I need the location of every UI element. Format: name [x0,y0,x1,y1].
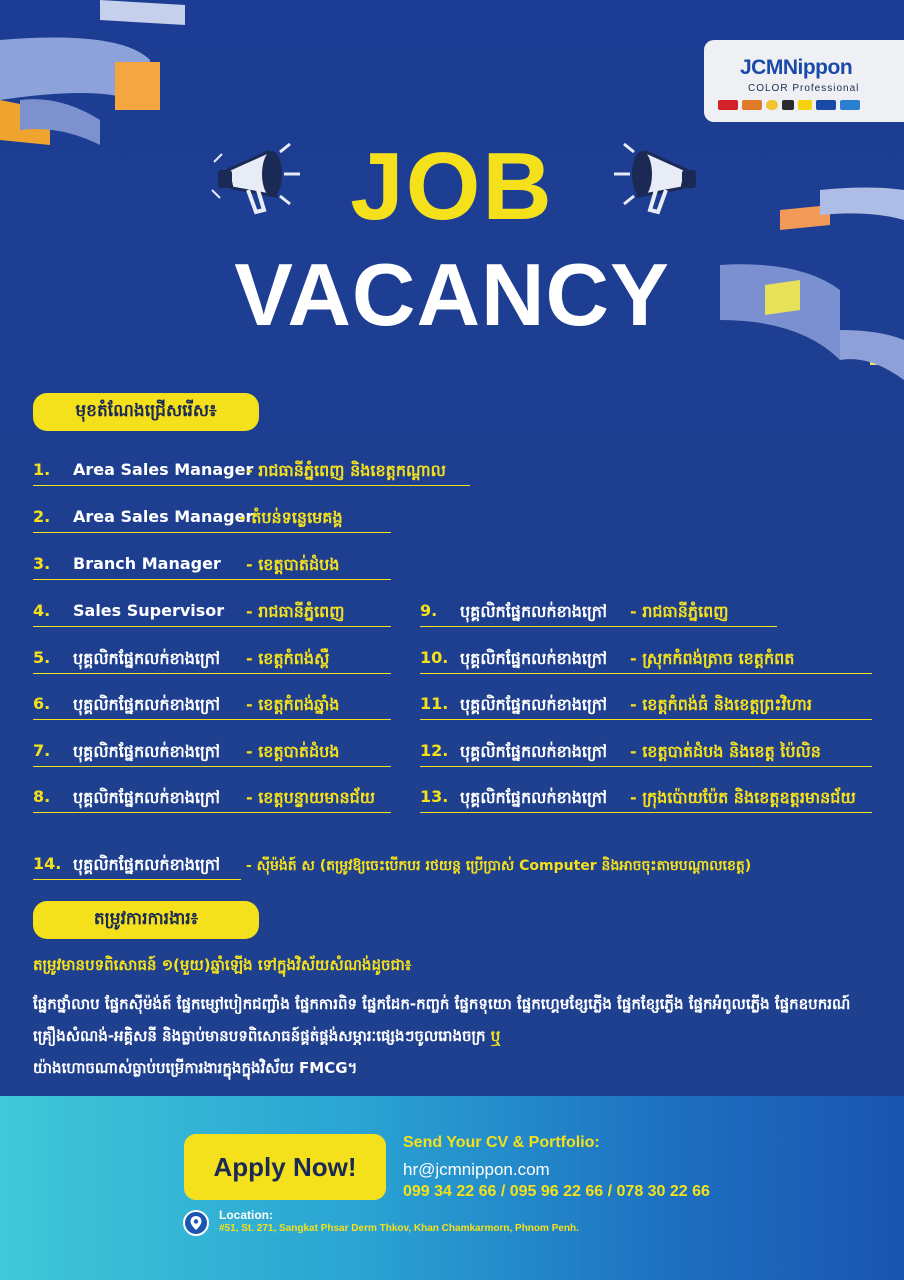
position-title: បុគ្គលិកផ្នែកលក់ខាងក្រៅ [73,855,220,874]
position-number: 14. [33,854,62,873]
selleys-logo [816,100,836,110]
nippon-paint-logo [718,100,738,110]
position-number: 3. [33,554,51,573]
position-number: 8. [33,787,51,806]
requirements-fmcg: យ៉ាងហោចណាស់ធ្លាប់បម្រើការងារក្នុងក្នុងវិស័យ FMCG។ [33,1059,358,1077]
position-row-11 [420,690,872,720]
position-row-12 [420,737,872,767]
position-location: - ស៊ីម៉ង់ត៍ ស (តម្រូវឱ្យចេះបើកបរ រថយន្ត ប្រើប្រាស់ Computer និងអាចចុះតាមបណ្តាលខេត្ត) [246,858,752,874]
position-number: 4. [33,601,51,620]
position-title: បុគ្គលិកផ្នែកលក់ខាងក្រៅ [460,695,607,714]
position-title: បុគ្គលិកផ្នែកលក់ខាងក្រៅ [460,602,607,621]
position-title: បុគ្គលិកផ្នែកលក់ខាងក្រៅ [73,695,220,714]
position-location: - ខេត្តបាត់ដំបង និងខេត្ត ប៉ៃលិន [630,742,821,761]
position-number: 10. [420,648,449,667]
position-row-2 [33,503,391,533]
position-title: Sales Supervisor [73,601,225,620]
position-location: - ខេត្តបាត់ដំបង [246,555,340,574]
position-location: - តំបន់ទន្លេមេគង្គ [239,508,343,527]
position-number: 2. [33,507,51,526]
position-row-5 [33,644,391,674]
position-row-1 [33,456,470,486]
contact-email[interactable]: hr@jcmnippon.com [403,1160,550,1179]
position-row-3 [33,550,391,580]
position-number: 5. [33,648,51,667]
partner-logo-4 [782,100,794,110]
position-location: - ខេត្តកំពង់ស្ពឺ [246,649,330,668]
position-location: - ខេត្តបាត់ដំបង [246,742,340,761]
location-label: Location: [219,1208,273,1222]
brand-name: JCMNippon [740,56,853,79]
position-row-7 [33,737,391,767]
send-cv-label: Send Your CV & Portfolio: [403,1134,600,1151]
title-vacancy: VACANCY [234,245,670,344]
requirements-fields: ផ្នែកថ្នាំលាប ផ្នែកស៊ីម៉ង់ត៍ ផ្នែកម្សៅបៀកជញ្ជាំង ផ្នែកការពិទ ផ្នែកដែក-កញ្ចក់ ផ្នែកទុយោ ផ្នែកហ្គេមខ្សែភ្លើង ផ្នែកខ្សែភ្លើង ផ្នែកអំពូលភ្លើង ផ្នែកឧបករណ៍គ្រឿងសំណង់-អគ្គិសនី និងធ្លាប់មានបទពិសោធន៍ផ្គត់ផ្គង់សម្ភារៈផ្សេងៗចូលរោងចក្រ [33,995,851,1045]
position-location: - ស្រុកកំពង់ត្រាច ខេត្តកំពត [630,649,795,668]
position-row-6 [33,690,391,720]
position-location: - រាជធានីភ្នំពេញ [630,602,729,621]
position-title: Branch Manager [73,554,221,573]
position-number: 6. [33,694,51,713]
contact-phones[interactable]: 099 34 22 66 / 095 96 22 66 / 078 30 22 66 [403,1183,710,1200]
position-number: 13. [420,787,449,806]
position-title: Area Sales Manager [73,507,254,526]
requirements-header: តម្រូវការការងារ៖ [33,901,259,939]
partner-logos [718,100,860,110]
position-title: បុគ្គលិកផ្នែកលក់ខាងក្រៅ [73,742,220,761]
position-number: 1. [33,460,51,479]
position-number: 9. [420,601,438,620]
position-title: បុគ្គលិកផ្នែកលក់ខាងក្រៅ [460,649,607,668]
position-title: Area Sales Manager [73,460,254,479]
position-row-14-location [246,850,876,880]
position-title: បុគ្គលិកផ្នែកលក់ខាងក្រៅ [73,788,220,807]
location-address: #51, St. 271, Sangkat Phsar Derm Thkov, Khan Chamkarmorn, Phnom Penh. [219,1223,579,1234]
position-location: - ខេត្តកំពង់ឆ្នាំង [246,695,340,714]
position-row-10 [420,644,872,674]
position-location: - រាជធានីភ្នំពេញ [246,602,345,621]
position-location: - ក្រុងប៉ោយប៉ែត និងខេត្តឧត្តរមានជ័យ [630,788,856,807]
requirements-body [33,988,873,1084]
position-row-4 [33,597,391,627]
position-row-13 [420,783,872,813]
ribbon-top-left [0,0,210,150]
brand-logo-box [704,40,904,122]
position-row-9 [420,597,777,627]
title-job: JOB [350,133,554,240]
position-number: 7. [33,741,51,760]
position-number: 12. [420,741,449,760]
position-row-8 [33,783,391,813]
brand-subtitle: COLOR Professional [748,83,860,94]
position-title: បុគ្គលិកផ្នែកលក់ខាងក្រៅ [73,649,220,668]
partner-logo-7 [840,100,860,110]
requirements-or: ឬ [490,1027,501,1045]
partner-logo-5 [798,100,812,110]
position-row-14 [33,850,241,880]
apply-now-button[interactable]: Apply Now! [184,1134,386,1200]
partner-logo-3 [766,100,778,110]
position-location: - ខេត្តកំពង់ធំ និងខេត្តព្រះវិហារ [630,695,812,714]
position-title: បុគ្គលិកផ្នែកលក់ខាងក្រៅ [460,788,607,807]
location-pin-icon [183,1210,209,1236]
position-title: បុគ្គលិកផ្នែកលក់ខាងក្រៅ [460,742,607,761]
position-number: 11. [420,694,449,713]
partner-logo-2 [742,100,762,110]
position-location: - រាជធានីភ្នំពេញ និងខេត្តកណ្តាល [246,461,446,480]
positions-header: មុខតំណែងជ្រើសរើស៖ [33,393,259,431]
position-location: - ខេត្តបន្ទាយមានជ័យ [246,788,376,807]
requirements-intro: តម្រូវមានបទពិសោធន៍ ១(មួយ)ឆ្នាំឡើង ទៅក្នុងវិស័យសំណង់ដូចជា៖ [33,956,412,974]
